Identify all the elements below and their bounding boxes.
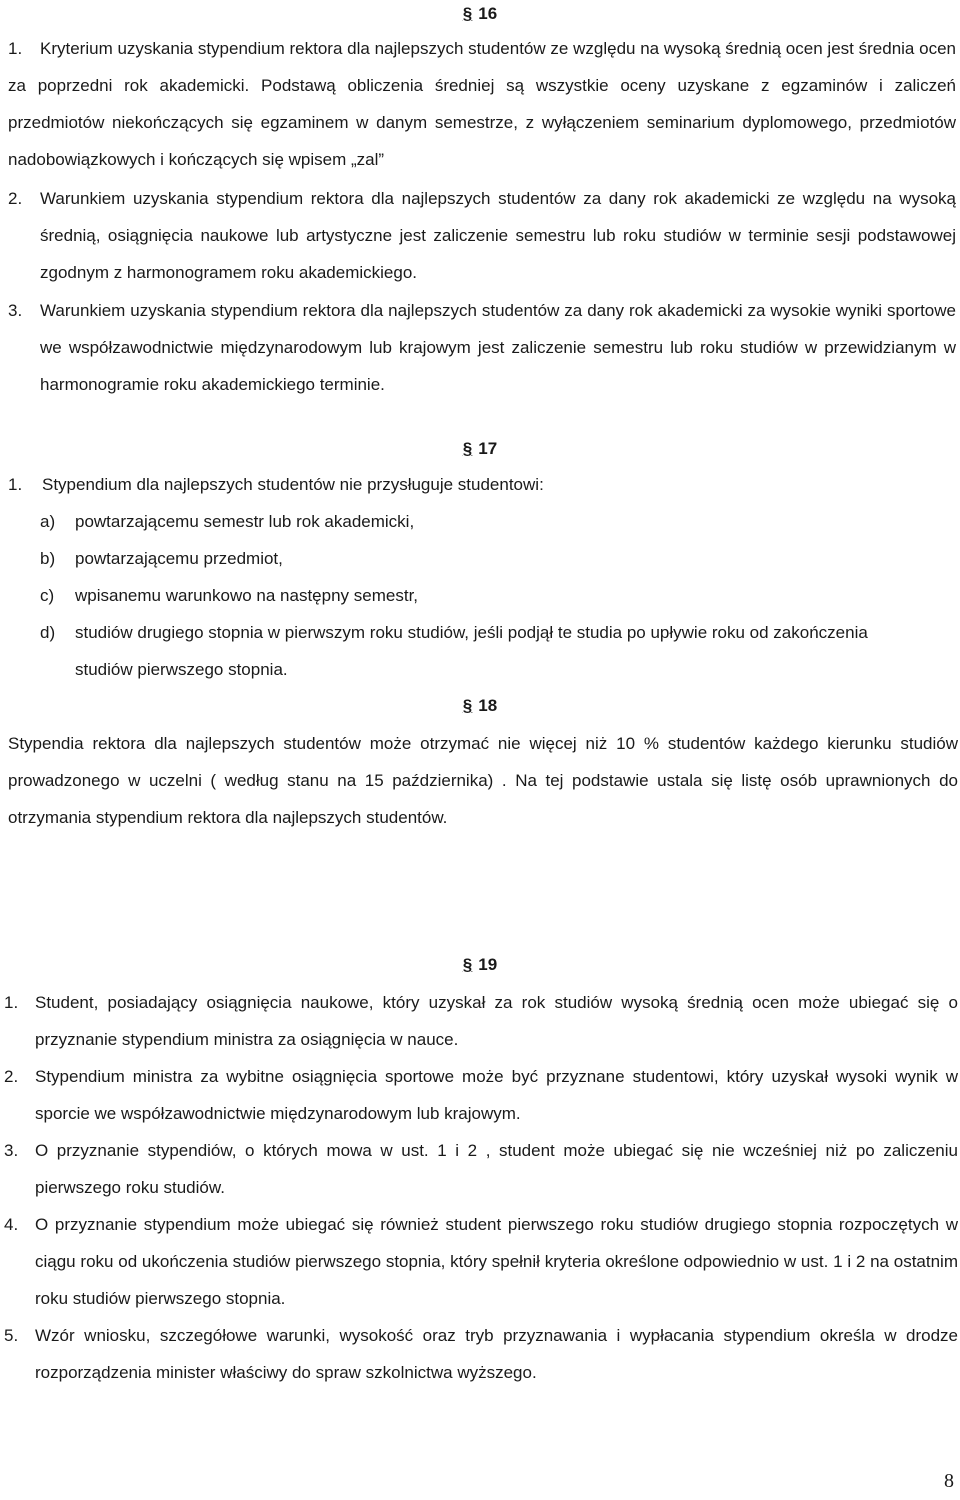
s19-item-2 [4,1058,958,1132]
section-number: 19 [478,955,498,974]
subitem-letter: b) [40,549,56,568]
s16-item-3 [8,292,956,403]
subitem-text: powtarzającemu semestr lub rok akademicki, [75,512,415,531]
section-18-heading [0,694,960,718]
section-number: 16 [478,4,498,23]
s17-intro [8,466,956,503]
section-symbol: § [462,4,473,23]
section-17-heading [0,437,960,461]
s17-subitem-a [40,503,956,540]
item-text: Stypendium ministra za wybitne osiągnięcia sportowe może być przyznane studentowi, który uzyskał wysoki wynik w sporcie we współzawodnictwie międzynarodowym lub krajowym. [35,1067,958,1123]
item-number: 5. [4,1326,19,1345]
subitem-letter: d) [40,623,56,642]
s17-subitem-c [40,577,956,614]
s16-item-2 [8,180,956,291]
subitem-letter: a) [40,512,56,531]
item-number: 2. [8,189,23,208]
s16-item-1 [8,30,956,178]
section-number: 18 [478,696,498,715]
s19-item-1 [4,984,958,1058]
s19-item-3 [4,1132,958,1206]
item-text: Kryterium uzyskania stypendium rektora dla najlepszych studentów ze względu na wysoką średnią ocen jest średnia ocen za poprzedni rok akademicki. Podstawą obliczenia średniej są wszystkie oceny uzyskane z egzaminów i zaliczeń przedmiotów niekończących się egzaminem w danym semestrze, z wyłączeniem seminarium dyplomowego, przedmiotów nadobowiązkowych i kończących się wpisem „zal” [8,39,956,169]
section-symbol: § [462,439,473,458]
item-number: 3. [8,301,23,320]
subitem-text: studiów drugiego stopnia w pierwszym roku studiów, jeśli podjął te studia po upływie roku od zakończenia studiów pierwszego stopnia. [75,623,868,679]
subitem-letter: c) [40,586,55,605]
subitem-text: powtarzającemu przedmiot, [75,549,283,568]
item-number: 4. [4,1215,19,1234]
item-number: 1. [8,39,23,58]
item-text: O przyznanie stypendium może ubiegać się również student pierwszego roku studiów drugiego stopnia rozpoczętych w ciągu roku od ukończenia studiów pierwszego stopnia, który spełnił kryteria określone odpowiednio w ust. 1 i 2 na ostatnim roku studiów pierwszego stopnia. [35,1215,958,1308]
section-symbol: § [462,696,473,715]
item-number: 3. [4,1141,19,1160]
item-number: 1. [8,475,23,494]
item-text: Student, posiadający osiągnięcia naukowe, który uzyskał za rok studiów wysoką średnią ocen może ubiegać się o przyznanie stypendium ministra za osiągnięcia w nauce. [35,993,958,1049]
item-text: Wzór wniosku, szczegółowe warunki, wysokość oraz tryb przyznawania i wypłacania stypendium określa w drodze rozporządzenia minister właściwy do spraw szkolnictwa wyższego. [35,1326,958,1382]
item-number: 1. [4,993,19,1012]
subitem-text: wpisanemu warunkowo na następny semestr, [75,586,419,605]
item-text: Stypendium dla najlepszych studentów nie przysługuje studentowi: [42,475,544,494]
s19-item-5 [4,1317,958,1391]
page-number: 8 [944,1470,954,1492]
item-number: 2. [4,1067,19,1086]
section-symbol: § [462,955,473,974]
section-number: 17 [478,439,498,458]
s19-item-4 [4,1206,958,1317]
item-text: O przyznanie stypendiów, o których mowa w ust. 1 i 2 , student może ubiegać się nie wcześniej niż po zaliczeniu pierwszego roku studiów. [35,1141,958,1197]
item-text: Warunkiem uzyskania stypendium rektora dla najlepszych studentów za dany rok akademicki za wysokie wyniki sportowe we współzawodnictwie międzynarodowym lub krajowym jest zaliczenie semestru lub roku studiów w przewidzianym w harmonogramie roku akademickiego terminie. [40,301,956,394]
section-19-heading [0,953,960,977]
s18-paragraph: Stypendia rektora dla najlepszych studentów może otrzymać nie więcej niż 10 % studentów każdego kierunku studiów prowadzonego w uczelni ( według stanu na 15 października) . Na tej podstawie ustala się listę osób uprawnionych do otrzymania stypendium rektora dla najlepszych studentów. [8,734,958,827]
s17-subitem-b [40,540,956,577]
item-text: Warunkiem uzyskania stypendium rektora dla najlepszych studentów za dany rok akademicki ze względu na wysoką średnią, osiągnięcia naukowe lub artystyczne jest zaliczenie semestru lub roku studiów w terminie sesji podstawowej zgodnym z harmonogramem roku akademickiego. [40,189,956,282]
s17-subitem-d [40,614,910,688]
section-16-heading [0,2,960,26]
